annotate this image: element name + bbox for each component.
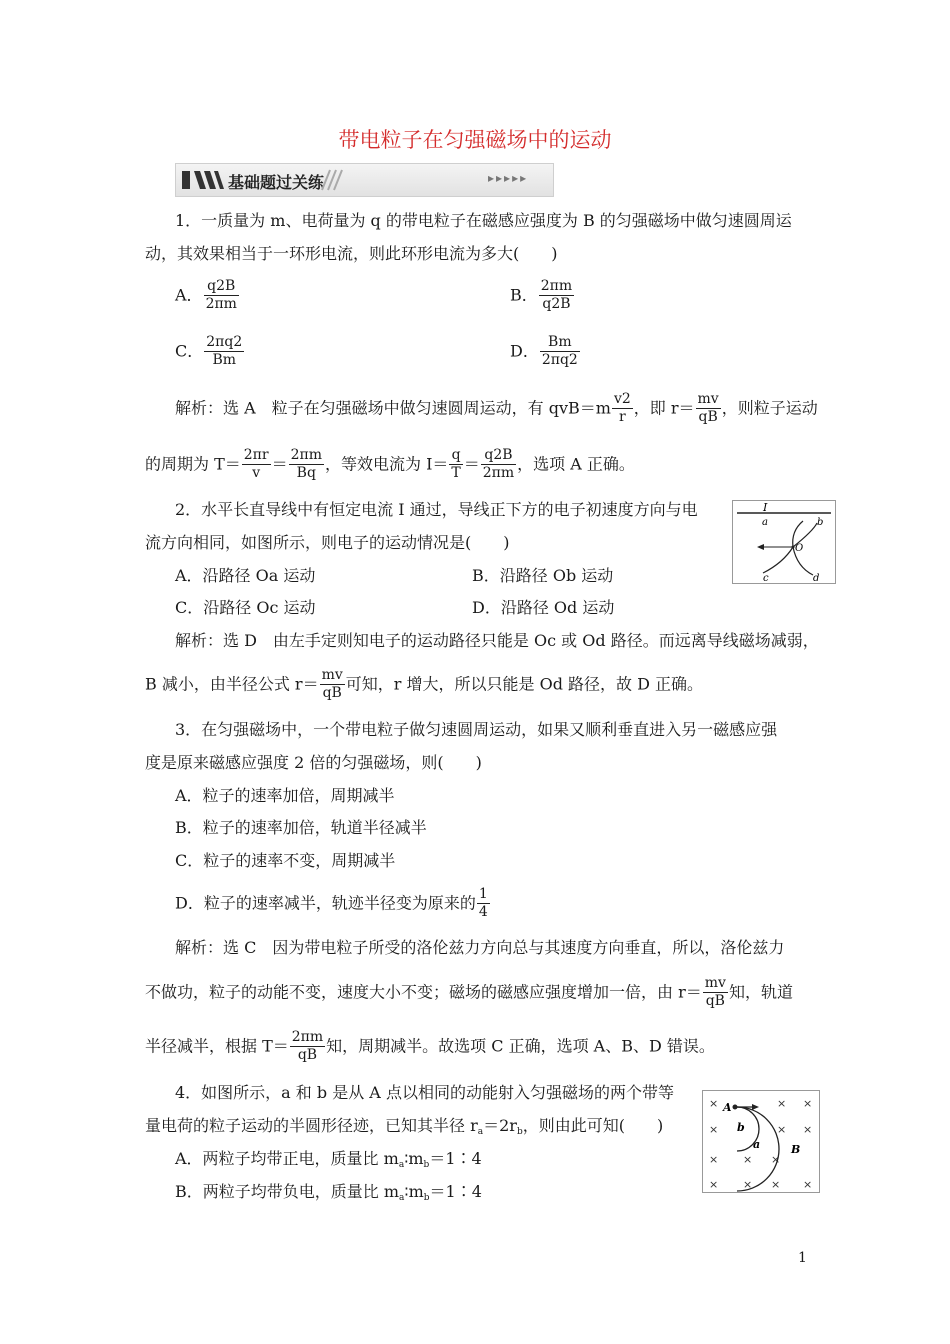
q2-stem-line1: 2．水平长直导线中有恒定电流 I 通过，导线正下方的电子初速度方向与电 [175,500,698,519]
cross-mark: × [777,1097,787,1110]
fig-label-b: b [817,517,824,528]
cross-mark: × [709,1097,719,1110]
cross-mark: × [803,1097,813,1110]
q4-figure [702,1090,820,1193]
section-banner [175,163,554,197]
cross-mark: × [709,1153,719,1166]
fig-label-B: B [791,1143,801,1156]
path-c [763,547,793,573]
q2-figure [732,500,836,584]
page-title: 带电粒子在匀强磁场中的运动 [338,128,612,152]
banner-slash-icon [316,168,346,192]
q1-solution-line1: 解析：选 A 粒子在匀强磁场中做匀速圆周运动，有 qvB＝m $\frac{v2}{r}$ ，即 r＝ $\frac{mv}{qB}$ ，则粒子运动 [175,391,818,425]
q3-solution-line1: 解析：选 C 因为带电粒子所受的洛伦兹力方向总与其速度方向垂直，所以，洛伦兹力 [175,938,785,957]
fig-label-d: d [813,573,820,584]
q3-option-d: D．粒子的速率减半，轨迹半径变为原来的 $\frac{1}{4}$ [175,886,488,920]
fig-label-b: b [737,1121,745,1134]
banner-arrows: ▸▸▸▸▸ [488,171,529,185]
q3-option-a: A．粒子的速率加倍，周期减半 [175,786,395,805]
fig-label-A: A [723,1101,732,1114]
q3-stem-line2: 度是原来磁感应强度 2 倍的匀强磁场，则( ) [145,753,482,772]
q1-solution-line2: 的周期为 T＝ $\frac{2\pi r}{v}$ ＝ $\frac{2\pi m}{Bq}$ ，等效电流为 I＝ $\frac{q}{T}$ ＝ $\frac{q2B}{2\pi m}$ ，选项 A 正确。 [145,447,635,481]
cross-mark: × [743,1153,753,1166]
cross-mark: × [777,1123,787,1136]
cross-mark: × [803,1123,813,1136]
q3-solution-line2: 不做功，粒子的动能不变，速度大小不变；磁场的磁感应强度增加一倍，由 r＝ $\frac{mv}{qB}$ 知，轨道 [145,975,793,1009]
arrowhead-icon [757,544,764,550]
q1-option-d: D． $\frac{Bm}{2\pi q2}$ [510,334,578,368]
q4-stem-line2: 量电荷的粒子运动的半圆形径迹，已知其半径 $r_a=2r_b$，则由此可知( ) [145,1116,664,1137]
banner-stripes-icon [180,167,224,193]
cross-mark: × [803,1178,813,1191]
q4-option-b: B．两粒子均带负电，质量比 $m_a∶m_b=1∶4$ [175,1182,482,1203]
cross-mark: × [771,1153,781,1166]
q4-option-a: A．两粒子均带正电，质量比 $m_a∶m_b=1∶4$ [175,1149,482,1170]
q2-option-c: C．沿路径 Oc 运动 [175,598,316,617]
cross-mark: × [709,1123,719,1136]
fig-label-c: c [763,573,769,584]
q3-stem-line1: 3．在匀强磁场中，一个带电粒子做匀速圆周运动，如果又顺利垂直进入另一磁感应强 [175,720,778,739]
q3-option-c: C．粒子的速率不变，周期减半 [175,851,396,870]
arrowhead-icon [752,1104,759,1110]
fig-label-I: I [763,501,768,514]
page-number: 1 [798,1250,807,1266]
q2-solution-line2: B 减小，由半径公式 r＝ $\frac{mv}{qB}$ 可知，r 增大，所以只能是 Od 路径，故 D 正确。 [145,667,704,701]
point-A [733,1105,738,1110]
q2-stem-line2: 流方向相同，如图所示，则电子的运动情况是( ) [145,533,510,552]
q2-option-d: D．沿路径 Od 运动 [472,598,615,617]
banner-label: 基础题过关练 [228,173,325,192]
q1-option-c: C． $\frac{2\pi q2}{Bm}$ [175,334,243,368]
cross-mark: × [743,1178,753,1191]
cross-mark: × [771,1178,781,1191]
q4-stem-line1: 4．如图所示，a 和 b 是从 A 点以相同的动能射入匀强磁场的两个带等 [175,1083,674,1102]
q3-option-b: B．粒子的速率加倍，轨道半径减半 [175,818,427,837]
q1-stem-line2: 动，其效果相当于一环形电流，则此环形电流为多大( ) [145,244,558,263]
q1-stem-line1: 1．一质量为 m、电荷量为 q 的带电粒子在磁感应强度为 B 的匀强磁场中做匀速圆周运 [175,211,792,230]
fig-label-a: a [753,1138,761,1151]
q1-option-b: B． $\frac{2\pi m}{q2B}$ [510,278,573,312]
fig-label-O: O [795,543,804,554]
q1-option-a: A． $\frac{q2B}{2\pi m}$ [175,278,237,312]
fig-label-a: a [762,517,768,528]
q2-solution-line1: 解析：选 D 由左手定则知电子的运动路径只能是 Oc 或 Od 路径。而远离导线磁场减弱， [175,631,819,650]
q3-solution-line3: 半径减半，根据 T＝ $\frac{2\pi m}{qB}$ 知，周期减半。故选项 C 正确，选项 A、B、D 错误。 [145,1029,715,1063]
q2-option-a: A．沿路径 Oa 运动 [175,566,316,585]
q2-option-b: B．沿路径 Ob 运动 [472,566,614,585]
cross-mark: × [709,1178,719,1191]
